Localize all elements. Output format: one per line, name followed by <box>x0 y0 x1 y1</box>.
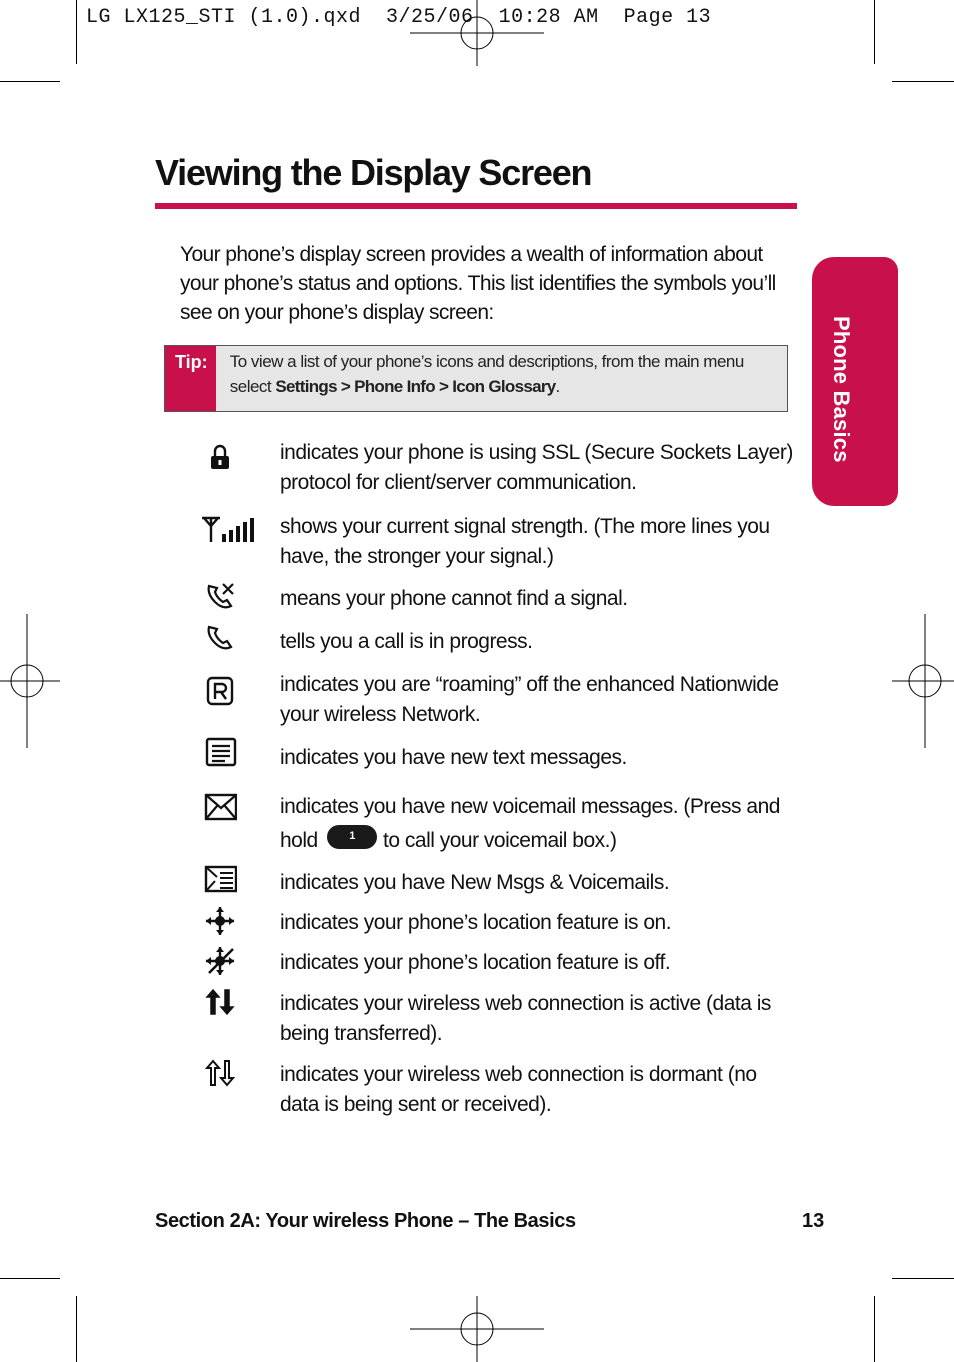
footer-section-title: Section 2A: Your wireless Phone – The Basics <box>155 1210 576 1232</box>
crop-mark <box>892 81 954 82</box>
location-on-icon <box>203 906 237 936</box>
icon-description: indicates you have new text messages. <box>280 746 627 769</box>
registration-mark-right <box>892 614 954 748</box>
side-tab-label: Phone Basics <box>829 316 854 463</box>
call-in-progress-icon <box>203 621 237 651</box>
section-side-tab <box>812 257 898 506</box>
registration-mark-top <box>410 0 544 66</box>
registration-mark-left <box>0 614 60 748</box>
lock-icon <box>203 442 237 472</box>
icon-description: indicates your phone is using SSL (Secure Sockets Layer) protocol for client/server communication. <box>280 441 793 494</box>
icon-description: indicates you have New Msgs & Voicemails. <box>280 871 670 894</box>
icon-description: shows your current signal strength. (The more lines you have, the stronger your signal.) <box>280 515 770 568</box>
tip-text <box>216 346 787 411</box>
voicemail-text-after: to call your voicemail box.) <box>383 829 617 852</box>
page-number: 13 <box>802 1210 825 1232</box>
tip-box <box>164 345 788 412</box>
location-off-icon <box>203 946 237 976</box>
crop-mark <box>874 0 875 64</box>
icon-description: tells you a call is in progress. <box>280 630 533 653</box>
roaming-icon <box>203 676 237 706</box>
crop-mark <box>0 81 60 82</box>
tip-text-after: . <box>555 377 560 396</box>
icon-description <box>280 790 800 858</box>
crop-mark <box>76 1296 77 1362</box>
crop-mark <box>76 0 77 64</box>
icon-description: means your phone cannot find a signal. <box>280 587 628 610</box>
print-slug: LG LX125_STI (1.0).qxd 3/25/06 10:28 AM Page 13 <box>86 6 712 29</box>
crop-mark <box>874 1296 875 1362</box>
page-title: Viewing the Display Screen <box>155 152 592 193</box>
icon-description: indicates your wireless web connection is dormant (no data is being sent or received). <box>280 1063 757 1116</box>
icon-description: indicates your wireless web connection is active (data is being transferred). <box>280 992 771 1045</box>
icon-description: indicates your phone’s location feature is on. <box>280 911 672 934</box>
tip-text-before: To view a list of your phone’s icons and descriptions, from the main menu select <box>229 352 744 396</box>
voicemail-text-before: indicates you have new voicemail messages. (Press and hold <box>280 795 780 852</box>
tip-menu-path: Settings > Phone Info > Icon Glossary <box>275 377 556 396</box>
crop-mark <box>892 1278 954 1279</box>
registration-mark-bottom <box>410 1296 544 1362</box>
icon-description: indicates your phone’s location feature is off. <box>280 951 671 974</box>
text-message-icon <box>203 737 237 767</box>
web-active-icon <box>203 987 237 1017</box>
icon-description: indicates you are “roaming” off the enhanced Nationwide your wireless Network. <box>280 673 779 726</box>
intro-paragraph: Your phone’s display screen provides a wealth of information about your phone’s status and options. This list identifies the symbols you’ll see on your phone’s display screen: <box>180 243 776 324</box>
tip-label: Tip: <box>165 346 216 411</box>
no-signal-icon <box>203 580 237 610</box>
crop-mark <box>0 1278 60 1279</box>
web-dormant-icon <box>203 1058 237 1088</box>
msgs-voicemail-icon <box>203 864 237 894</box>
title-rule <box>155 203 797 209</box>
key-1-button: 1 <box>327 825 377 849</box>
signal-strength-icon <box>200 514 258 544</box>
voicemail-icon <box>203 792 237 822</box>
